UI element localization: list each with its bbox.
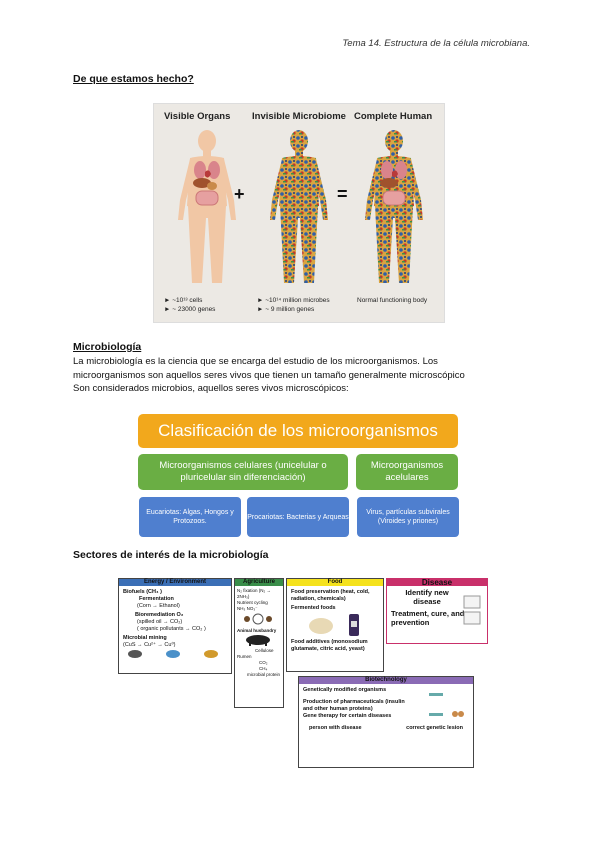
fermented-foods-icon <box>291 612 379 636</box>
section-title-sectors: Sectores de interés de la microbiología <box>73 549 269 561</box>
microbiology-definition: La microbiología es la ciencia que se encarga del estudio de los microorganismos. Los microorganismos son aquellos seres vivos que tienen un tamaño generalmente microscópico Son considerados microbios, aquellos seres vivos microscópicos: <box>73 356 465 394</box>
organs-body-illustration <box>172 128 242 288</box>
energy-panel-title: Energy / Environment <box>119 579 231 586</box>
classification-title-box: Clasificación de los microorganismos <box>138 414 458 448</box>
organs-caption: ► ~10¹³ cells ► ~ 23000 genes <box>164 297 216 313</box>
acellular-microorganisms-box: Microorganismos acelulares <box>356 454 458 490</box>
microbiome-body-illustration <box>264 128 334 288</box>
human-microbiome-figure <box>153 103 445 323</box>
section-title-composition: De que estamos hecho? <box>73 73 194 85</box>
figure-title-microbiome: Invisible Microbiome <box>252 111 346 122</box>
eukaryotes-box: Eucariotas: Algas, Hongos y Protozoos. <box>138 496 242 538</box>
cycle-icon <box>237 612 279 626</box>
classification-diagram <box>138 414 458 540</box>
page-header: Tema 14. Estructura de la célula microbiana. <box>342 38 530 49</box>
sectors-figure <box>118 578 488 768</box>
microscope-slide-icon <box>463 595 481 625</box>
food-panel: Food Food preservation (heat, cold, radiation, chemicals) Fermented foods Food additives (monosodium glutamate, citric acid, yeast) <box>286 578 384 672</box>
disease-panel: Disease Identify new disease Treatment, cure, and prevention <box>386 578 488 644</box>
viruses-box: Virus, partículas subvirales (Viroides y priones) <box>356 496 460 538</box>
plus-sign: + <box>234 184 245 204</box>
figure-title-organs: Visible Organs <box>164 111 231 122</box>
food-panel-title: Food <box>287 579 383 586</box>
ore-icons <box>123 649 223 659</box>
cow-icon <box>237 634 279 646</box>
microbiome-caption: ► ~10¹⁴ million microbes ► ~ 9 million genes <box>257 297 330 313</box>
cellular-microorganisms-box: Microorganismos celulares (unicelular o pluricelular sin diferenciación) <box>138 454 348 490</box>
biotechnology-panel-title: Biotechnology <box>299 677 473 684</box>
biotechnology-panel: Biotechnology Genetically modified organisms Production of pharmaceuticals (insulin and other human proteins) Gene therapy for certain diseases person with disease correct genetic lesion <box>298 676 474 768</box>
figure-title-complete: Complete Human <box>354 111 433 122</box>
prokaryotes-box: Procariotas: Bacterias y Arqueas <box>246 496 350 538</box>
complete-caption: Normal functioning body <box>357 297 428 304</box>
agriculture-panel-title: Agriculture <box>235 579 283 586</box>
complete-body-illustration <box>359 128 429 288</box>
disease-panel-title: Disease <box>387 579 487 586</box>
energy-environment-panel: Energy / Environment Biofuels (CH₄ ) Fermentation (Corn → Ethanol) Bioremediation O₂ (spilled oil → CO₂) ( organic pollutants → CO₂ ) Microbial mining (CuS → Cu²⁺ → Cu⁰) <box>118 578 232 674</box>
section-title-microbiology: Microbiología <box>73 341 142 353</box>
equals-sign: = <box>337 184 348 204</box>
biotech-icons <box>427 689 467 729</box>
agriculture-panel: Agriculture N₂ fixation (N₂ → 2NH₃) Nutrient cycling NH₃ NO₃⁻ Animal husbandry Cellulose Rumen CO₂ CH₄ microbial protein <box>234 578 284 708</box>
